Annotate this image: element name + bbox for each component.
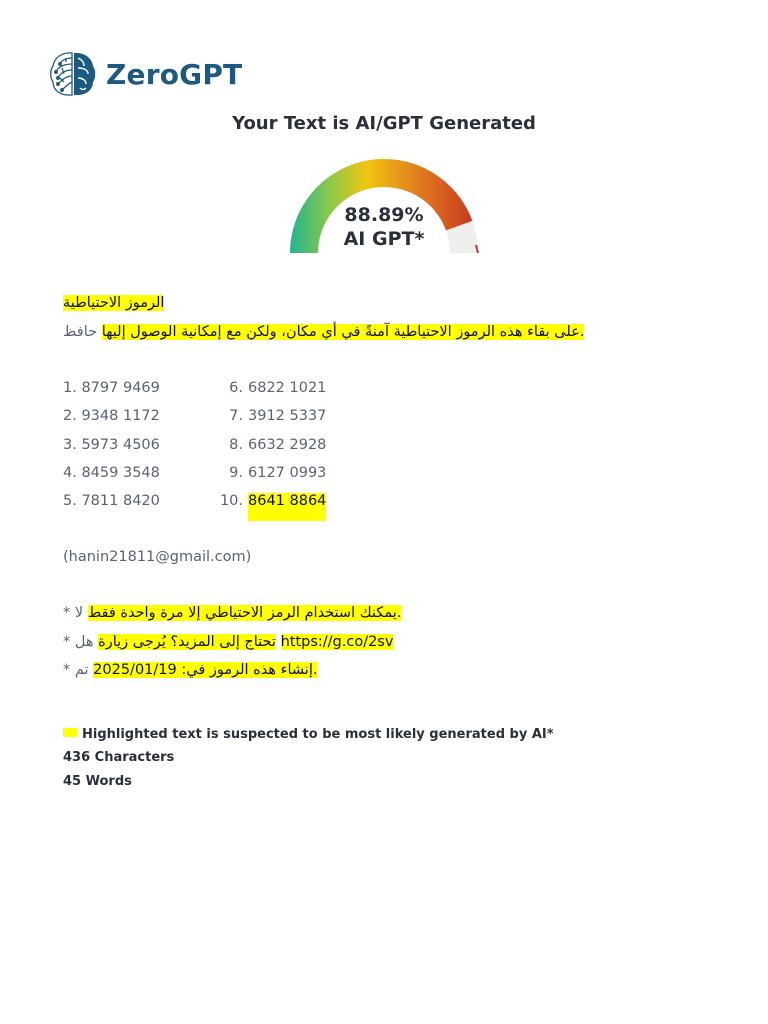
doc-intro	[63, 324, 584, 340]
note-bullet: *	[63, 662, 71, 678]
note-need-more	[63, 634, 393, 650]
code-number: 2.	[63, 408, 77, 425]
zerogpt-logo	[48, 48, 242, 100]
code-number: 10.	[219, 493, 243, 510]
code-value: 3912 5337	[248, 408, 327, 425]
character-count: 436 Characters	[63, 750, 175, 765]
note-highlighted: إنشاء هذه الرموز في: 2025/01/19	[93, 662, 313, 678]
note-single-use	[63, 605, 401, 621]
code-value: 9348 1172	[81, 408, 160, 425]
code-value: 8797 9469	[81, 380, 160, 396]
note-plain: لا	[74, 605, 84, 621]
code-row	[63, 493, 326, 521]
ai-percentage: 88.89%	[344, 204, 424, 226]
code-number: 4.	[63, 464, 77, 481]
intro-end: .	[579, 324, 585, 340]
code-value: 5973 4506	[81, 436, 160, 453]
code-value: 8459 3548	[81, 464, 160, 481]
code-value: 7811 8420	[81, 493, 160, 510]
email-line: (hanin21811@gmail.com)	[63, 549, 252, 565]
highlight-swatch	[63, 728, 77, 737]
code-row	[63, 408, 326, 436]
code-number: 8.	[229, 436, 243, 453]
code-number: 3.	[63, 436, 77, 453]
code-number: 7.	[229, 408, 243, 425]
code-number: 9.	[229, 464, 243, 481]
note-highlighted: يمكنك استخدام الرمز الاحتياطي إلا مرة واحدة فقط	[87, 605, 397, 621]
code-row	[63, 437, 326, 465]
note-bullet: *	[63, 605, 71, 621]
word-count: 45 Words	[63, 774, 132, 789]
note-highlighted: تحتاج إلى المزيد؟ يُرجى زيارة	[98, 634, 276, 650]
code-value: 6822 1021	[248, 380, 327, 396]
heading-text: الرموز الاحتياطية	[63, 295, 165, 311]
code-value: 6127 0993	[248, 464, 327, 481]
highlight-legend	[63, 727, 554, 742]
intro-highlighted: على بقاء هذه الرموز الاحتياطية آمنةً في أي مكان، ولكن مع إمكانية الوصول إليها	[101, 324, 580, 340]
code-row	[63, 380, 326, 408]
backup-codes-list	[63, 380, 326, 521]
code-value: 6632 2928	[248, 436, 327, 453]
code-number: 5.	[63, 493, 77, 510]
result-title: Your Text is AI/GPT Generated	[232, 113, 536, 134]
doc-heading	[63, 295, 164, 311]
note-created	[63, 662, 317, 678]
code-number: 1.	[63, 380, 77, 396]
note-plain: تم	[74, 662, 89, 678]
note-link[interactable]: https://g.co/2sv	[280, 634, 394, 650]
code-row	[63, 465, 326, 493]
brand-name: ZeroGPT	[106, 57, 243, 91]
ai-label: AI GPT*	[343, 228, 425, 250]
code-number: 6.	[229, 380, 243, 396]
brain-icon	[48, 48, 98, 100]
code-value: 8641 8864	[248, 493, 326, 521]
note-end: .	[312, 662, 318, 678]
intro-plain: حافظ	[63, 324, 98, 340]
note-bullet: *	[63, 634, 71, 650]
note-end: .	[396, 605, 402, 621]
legend-text: Highlighted text is suspected to be most likely generated by AI*	[82, 727, 554, 742]
note-plain: هل	[74, 634, 94, 650]
